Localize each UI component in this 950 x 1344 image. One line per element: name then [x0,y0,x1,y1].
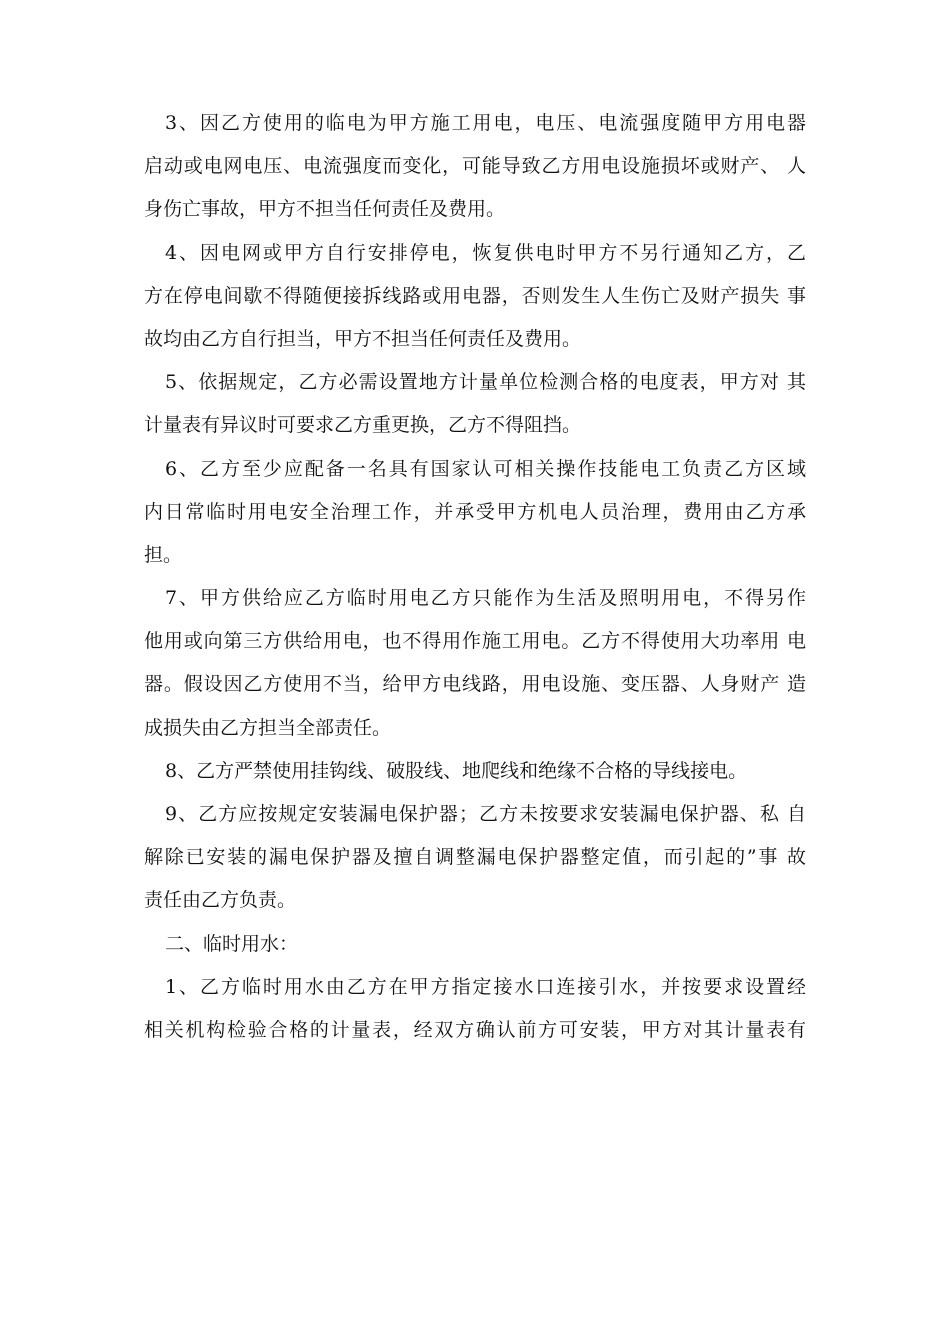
paragraph-w1 [144,966,806,1052]
text-line: 成损失由乙方担当全部责任。 [144,716,392,739]
paragraph-p7 [144,577,806,750]
paragraph-p9 [144,793,806,923]
text-line: 8、乙方严禁使用挂钩线、破股线、地爬线和绝缘不合格的导线接电。 [165,759,748,782]
text-line: 解除已安装的漏电保护器及擅自调整漏电保护器整定值，而引起的”事 故 [144,846,806,869]
text-line: 身伤亡事故，甲方不担当任何责任及费用。 [144,198,506,221]
paragraph-heading-2 [144,923,806,966]
text-line: 方在停电间歇不得随便接拆线路或用电器，否则发生人生伤亡及财产损失 事 [144,284,806,307]
text-line: 责任由乙方负责。 [144,889,297,912]
paragraph-p4 [144,232,806,362]
text-line: 4、因电网或甲方自行安排停电，恢复供电时甲方不另行通知乙方，乙 [165,241,806,264]
text-line: 他用或向第三方供给用电，也不得用作施工用电。乙方不得使用大功率用 电 [144,630,806,653]
text-line: 故均由乙方自行担当，甲方不担当任何责任及费用。 [144,327,582,350]
text-line: 3、因乙方使用的临电为甲方施工用电，电压、电流强度随甲方用电器 [165,112,806,134]
paragraph-p6 [144,448,806,578]
text-line: 启动或电网电压、电流强度而变化，可能导致乙方用电设施损坏或财产、 人 [144,155,806,178]
text-line: 二、临时用水： [165,932,299,955]
text-line: 7、甲方供给应乙方临时用电乙方只能作为生活及照明用电，不得另作 [165,587,806,610]
text-line: 内日常临时用电安全治理工作，并承受甲方机电人员治理，费用由乙方承 [144,500,806,523]
text-line: 相关机构检验合格的计量表，经双方确认前方可安装，甲方对其计量表有 [144,1018,806,1041]
text-line: 1、乙方临时用水由乙方在甲方指定接水口连接引水，并按要求设置经 [165,975,806,998]
text-line: 担。 [144,543,183,566]
paragraph-p8 [144,750,806,793]
text-line: 6、乙方至少应配备一名具有国家认可相关操作技能电工负责乙方区域 [165,457,806,480]
text-line: 5、依据规定，乙方必需设置地方计量单位检测合格的电度表，甲方对 其 [165,371,806,394]
text-line: 器。假设因乙方使用不当，给甲方电线路，用电设施、变压器、人身财产 造 [144,673,806,696]
paragraph-p3 [144,102,806,232]
text-line: 9、乙方应按规定安装漏电保护器；乙方未按要求安装漏电保护器、私 自 [165,803,806,825]
text-line: 计量表有异议时可要求乙方重更换，乙方不得阻挡。 [144,414,582,437]
paragraph-p5 [144,361,806,447]
document-body [144,102,806,1052]
